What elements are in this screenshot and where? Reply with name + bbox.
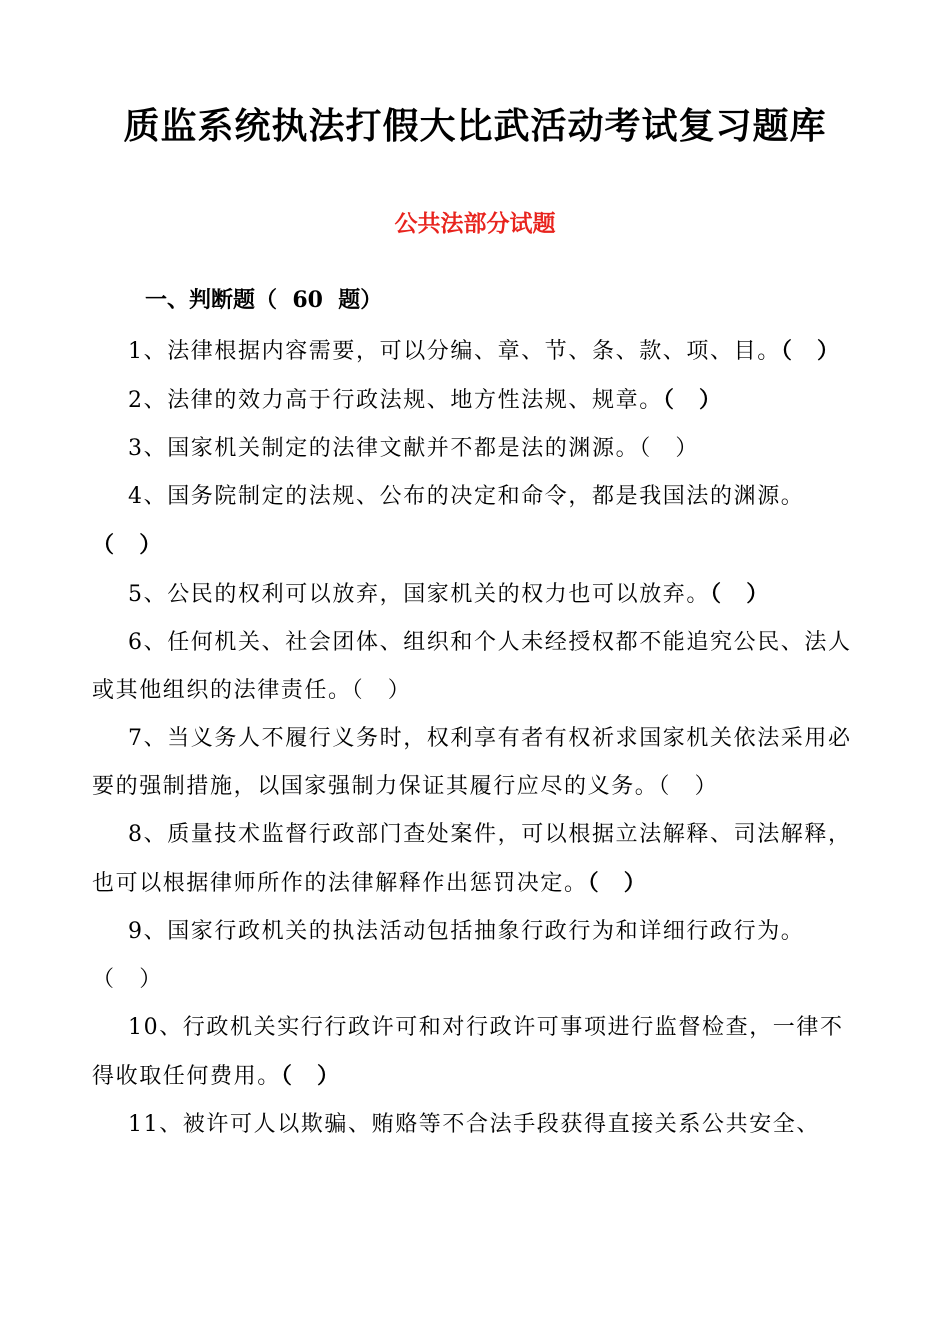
question-text: 10、行政机关实行行政许可和对行政许可事项进行监督检查，一律不得收取任何费用。 bbox=[92, 1015, 844, 1089]
answer-paren: （ ） bbox=[639, 436, 700, 461]
answer-paren: （ ） bbox=[280, 1063, 341, 1089]
answer-paren: （ ） bbox=[587, 870, 648, 896]
answer-paren: （ ） bbox=[92, 967, 163, 992]
question-text: 6、任何机关、社会团体、组织和个人未经授权都不能追究公民、法人或其他组织的法律责任。 bbox=[92, 630, 852, 703]
answer-paren: （ ） bbox=[92, 532, 163, 558]
question-text: 4、国务院制定的法规、公布的决定和命令，都是我国法的渊源。 bbox=[128, 484, 805, 509]
question-item bbox=[92, 570, 864, 619]
section-title: 公共法部分试题 bbox=[394, 210, 556, 237]
question-item bbox=[92, 715, 864, 811]
question-item bbox=[92, 425, 864, 473]
answer-paren: （ ） bbox=[780, 338, 841, 364]
question-text: 3、国家机关制定的法律文献并不都是法的渊源。 bbox=[128, 436, 640, 461]
question-text: 7、当义务人不履行义务时，权利享有者有权祈求国家机关依法采用必要的强制措施，以国家强制力保证其履行应尽的义务。 bbox=[92, 726, 852, 799]
answer-paren: （ ） bbox=[710, 581, 770, 607]
question-text: 5、公民的权利可以放弃，国家机关的权力也可以放弃。 bbox=[128, 582, 710, 607]
question-text: 11、被许可人以欺骗、贿赂等不合法手段获得直接关系公共安全、 bbox=[128, 1112, 820, 1137]
question-item bbox=[92, 908, 864, 1004]
question-text: 2、法律的效力高于行政法规、地方性法规、规章。 bbox=[128, 388, 663, 413]
question-item bbox=[92, 1101, 864, 1149]
question-item bbox=[92, 376, 864, 425]
answer-paren: （ ） bbox=[662, 387, 723, 413]
document-title: 质监系统执法打假大比武活动考试复习题库 bbox=[123, 105, 827, 147]
question-text: 8、质量技术监督行政部门查处案件，可以根据立法解释、司法解释，也可以根据律师所作的法律解释作出惩罚决定。 bbox=[92, 822, 852, 896]
question-item bbox=[92, 327, 864, 376]
answer-paren: （ ） bbox=[351, 678, 412, 703]
question-item bbox=[92, 1004, 864, 1101]
question-item bbox=[92, 473, 864, 570]
question-item bbox=[92, 619, 864, 715]
question-item bbox=[92, 811, 864, 908]
question-text: 9、国家行政机关的执法活动包括抽象行政行为和详细行政行为。 bbox=[128, 919, 805, 944]
question-list bbox=[92, 327, 864, 1149]
answer-paren: （ ） bbox=[658, 774, 719, 799]
part-heading: 一、判断题（ 60 题） bbox=[145, 287, 383, 313]
question-text: 1、法律根据内容需要，可以分编、章、节、条、款、项、目。 bbox=[128, 339, 781, 364]
